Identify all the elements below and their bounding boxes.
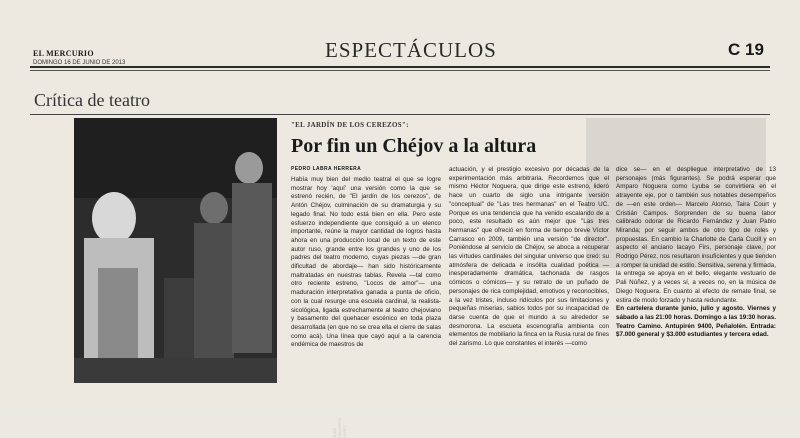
article-byline: PEDRO LABRA HERRERA [291,166,362,172]
column-3-text: dice se— en el despliegue interpretativo de 13 personajes (más figurantes). Se podrá esperar que Amparo Noguera como Lyuba se convirtiera en el atrayente eje, por o también sus notables desempeños de —en este orden— Marcelo Alonso, Taira Court y Cristián Campos. Sorprenden de su buena labor calibrado odorar de Ricardo Fernández y Juan Pablo Miranda; por seguir ambos de otro tipo de roles y propuestas. En cambio la Charlotte de Carla Cucill y en aspecto el anciano lacayo Firs, personaje clave, por Rodrigo Pérez, nos resultaron insuficientes y que tienden a romper la unidad de estilo. Sensitiva, serena y firmada, la entrega se apoya en el bello, elegante vestuario de Pali Núñez, y a veces sí, a veces no, en la música de Diego Noguera. En cuanto al efecto de remate final, se estira de modo forzado y hasta redundante. [616,166,776,304]
masthead-date: DOMINGO 16 DE JUNIO DE 2013 [33,60,126,66]
article-column-1 [291,176,441,350]
show-info: En cartelera durante junio, julio y agosto. Viernes y sábado a las 21:00 horas. Domingo a las 19:30 horas. Teatro Camino. Antupirén 9400, Peñalolén. Entrada: $7.000 general y $3.000 estudiantes y tercera edad. [616,305,776,339]
photo-credit: JUAN EDUARDO LOPEZ [332,417,347,438]
kicker: Crítica de teatro [34,90,150,110]
article-headline: Por fin un Chéjov a la altura [291,135,537,157]
article-column-3 [616,166,776,340]
page-number: C 19 [728,40,764,59]
section-title: ESPECTÁCULOS [325,38,497,62]
column-2-text: actuación, y el prestigio excesivo por décadas de la experimentación más arbitraria. Recordemos que el mismo Héctor Noguera, que dirige este estreno, lideró hace un cuarto de siglo una intrigante versión "conceptual" de "Las tres hermanas" en el Teatro UC. Porque es una tendencia que ha venido escalando de a poco, este resultado es aún mejor que "Las tres hermanas" que ofreció en forma de tiempo breve Víctor Carrasco en 2009, también una versión "de director". Poniéndose al servicio de Chéjov, se aboca a recuperar las virtudes cardinales del singular universo que creó: su atmósfera de delicada e insólita cualidad poética —inesperadamente dramática, tachonada de rasgos cómicos o cómicos— y su retrato de un puñado de personajes de rica complejidad, emotivos y reconocibles, a la vez tristes, incluso ridículos por sus limitaciones y pequeñas miserias, sabios todos por su incapacidad de darse cuenta de que el mundo a su alrededor se desmorona. La escueta escenografía ambienta con elementos de mobiliario la finca en la Rusia rural de fines del zarismo. Lo que constantes el interés —como [449,166,609,348]
top-rule [30,66,770,68]
article-subhead: "EL JARDÍN DE LOS CEREZOS": [291,121,409,129]
masthead [33,50,125,66]
kicker-rule [30,114,770,115]
masthead-name: EL MERCURIO [33,49,94,58]
stage-photo-image [74,118,277,383]
top-rule-thin [30,70,770,71]
article-column-2 [449,166,609,349]
column-1-text: Había muy bien del medio teatral el que se logre mostrar hoy 'aquí' una versión como la que se estrenó recién, de "El jardín de los cerezos", de Antón Chéjov, culminación de su dramaturgia y su legado final. No todo está bien en ella. Pero este esfuerzo independiente que consiguió a un elenco importante, reúne la mayor cantidad de logros hasta ahora en una producción local de un texto de este autor ruso, grande entre los grandes y uno de los padres del teatro moderno, cuyas piezas —de gran dificultad de abordaje— han sido históricamente maltratadas en nuestras tablas. Revela —tal como otro reciente estreno, "Locos de amor"— una maduración interpretativa ganada a punta de oficio, con la cual resurge una escuela cardinal, la realista-sicológica, ligada estrechamente al teatro chejoviano y basamento del quehacer escénico en toda plaza desarrollada (en que no se crea ella el cierre de salas como acá). Una línea que cayó aquí a la carencia endémica de maestros de [291,176,441,349]
